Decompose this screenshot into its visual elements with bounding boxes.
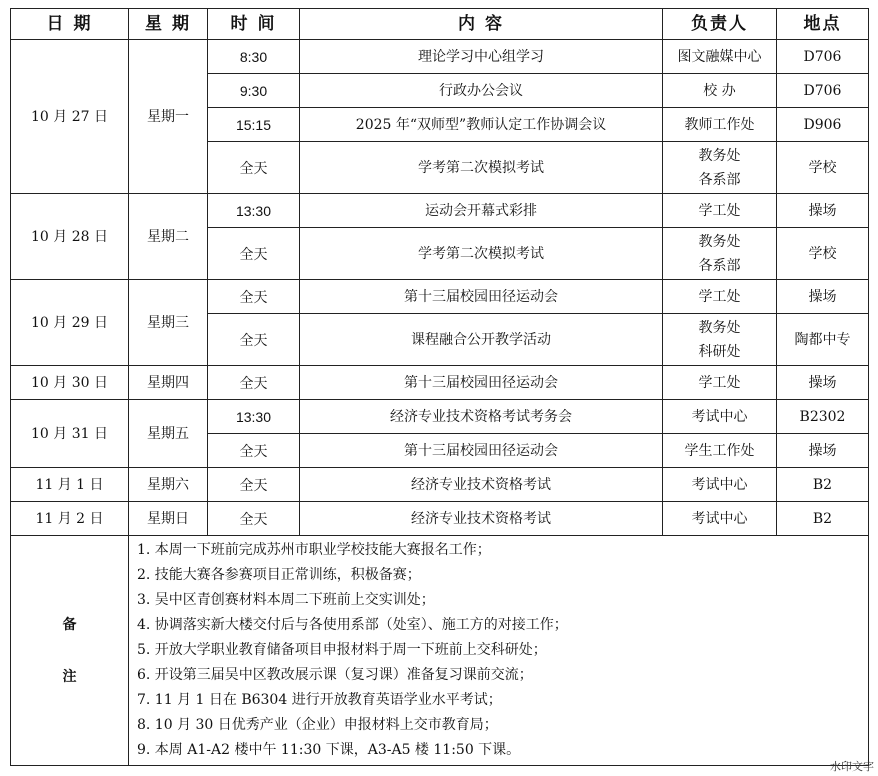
content-cell: 第十三届校园田径运动会 xyxy=(300,366,663,400)
owner-cell: 学工处 xyxy=(663,280,777,314)
weekday-cell: 星期二 xyxy=(129,194,208,280)
content-cell: 学考第二次模拟考试 xyxy=(300,228,663,280)
owner-cell: 学工处 xyxy=(663,194,777,228)
time-cell: 全天 xyxy=(208,366,300,400)
owner-cell: 考试中心 xyxy=(663,468,777,502)
watermark-text: 水印文字 xyxy=(830,760,874,773)
content-cell: 经济专业技术资格考试 xyxy=(300,502,663,536)
place-cell: 操场 xyxy=(777,194,869,228)
weekly-schedule-table xyxy=(10,8,869,766)
content-cell: 理论学习中心组学习 xyxy=(300,40,663,74)
place-cell: 陶都中专 xyxy=(777,314,869,366)
header-weekday: 星 期 xyxy=(129,9,208,40)
header-content: 内 容 xyxy=(300,9,663,40)
notes-row xyxy=(11,536,869,766)
owner-line: 各系部 xyxy=(698,257,741,274)
content-cell: 经济专业技术资格考试 xyxy=(300,468,663,502)
time-cell: 全天 xyxy=(208,468,300,502)
owner-cell xyxy=(663,314,777,366)
notes-list xyxy=(137,538,860,763)
date-cell: 10 月 30 日 xyxy=(11,366,129,400)
table-row xyxy=(11,366,869,400)
table-row xyxy=(11,194,869,228)
note-item: 1. 本周一下班前完成苏州市职业学校技能大赛报名工作； xyxy=(137,542,491,558)
owner-line: 教务处 xyxy=(698,233,741,250)
time-cell: 全天 xyxy=(208,434,300,468)
weekday-cell: 星期日 xyxy=(129,502,208,536)
time-cell: 9:30 xyxy=(208,74,300,108)
owner-cell xyxy=(663,142,777,194)
content-cell: 第十三届校园田径运动会 xyxy=(300,280,663,314)
header-time: 时 间 xyxy=(208,9,300,40)
table-row xyxy=(11,40,869,74)
time-cell: 全天 xyxy=(208,280,300,314)
content-cell: 经济专业技术资格考试考务会 xyxy=(300,400,663,434)
owner-line: 教务处 xyxy=(698,147,741,164)
place-cell: D706 xyxy=(777,74,869,108)
note-item: 8. 10 月 30 日优秀产业（企业）申报材料上交市教育局； xyxy=(137,717,498,733)
content-cell: 运动会开幕式彩排 xyxy=(300,194,663,228)
content-cell: 行政办公会议 xyxy=(300,74,663,108)
table-row xyxy=(11,280,869,314)
date-cell: 10 月 27 日 xyxy=(11,40,129,194)
place-cell: 学校 xyxy=(777,142,869,194)
time-cell: 13:30 xyxy=(208,400,300,434)
owner-cell: 教师工作处 xyxy=(663,108,777,142)
owner-line: 教务处 xyxy=(698,319,741,336)
header-owner: 负责人 xyxy=(663,9,777,40)
owner-cell: 学生工作处 xyxy=(663,434,777,468)
table-row xyxy=(11,400,869,434)
notes-label-char: 注 xyxy=(62,668,77,685)
place-cell: B2 xyxy=(777,468,869,502)
time-cell: 8:30 xyxy=(208,40,300,74)
time-cell: 15:15 xyxy=(208,108,300,142)
owner-cell: 校 办 xyxy=(663,74,777,108)
note-item: 9. 本周 A1-A2 楼中午 11:30 下课，A3-A5 楼 11:50 下课。 xyxy=(137,742,521,758)
notes-content xyxy=(129,536,869,766)
date-cell: 11 月 1 日 xyxy=(11,468,129,502)
place-cell: 操场 xyxy=(777,280,869,314)
date-cell: 10 月 28 日 xyxy=(11,194,129,280)
content-cell: 学考第二次模拟考试 xyxy=(300,142,663,194)
place-cell: 操场 xyxy=(777,366,869,400)
header-place: 地点 xyxy=(777,9,869,40)
weekday-cell: 星期四 xyxy=(129,366,208,400)
time-cell: 全天 xyxy=(208,502,300,536)
place-cell: B2302 xyxy=(777,400,869,434)
place-cell: 操场 xyxy=(777,434,869,468)
time-cell: 13:30 xyxy=(208,194,300,228)
owner-cell xyxy=(663,228,777,280)
table-row xyxy=(11,468,869,502)
content-cell: 第十三届校园田径运动会 xyxy=(300,434,663,468)
table-row xyxy=(11,502,869,536)
weekday-cell: 星期六 xyxy=(129,468,208,502)
owner-cell: 考试中心 xyxy=(663,502,777,536)
note-item: 5. 开放大学职业教育储备项目申报材料于周一下班前上交科研处； xyxy=(137,642,547,658)
note-item: 4. 协调落实新大楼交付后与各使用系部（处室）、施工方的对接工作； xyxy=(137,617,568,633)
notes-label-char: 备 xyxy=(62,616,77,633)
place-cell: D906 xyxy=(777,108,869,142)
owner-cell: 考试中心 xyxy=(663,400,777,434)
notes-label xyxy=(11,536,129,766)
time-cell: 全天 xyxy=(208,314,300,366)
owner-cell: 学工处 xyxy=(663,366,777,400)
weekday-cell: 星期五 xyxy=(129,400,208,468)
note-item: 2. 技能大赛各参赛项目正常训练，积极备赛； xyxy=(137,567,421,583)
note-item: 3. 吴中区青创赛材料本周二下班前上交实训处； xyxy=(137,592,435,608)
owner-line: 各系部 xyxy=(698,171,741,188)
weekday-cell: 星期三 xyxy=(129,280,208,366)
place-cell: D706 xyxy=(777,40,869,74)
weekday-cell: 星期一 xyxy=(129,40,208,194)
note-item: 7. 11 月 1 日在 B6304 进行开放教育英语学业水平考试； xyxy=(137,692,502,708)
place-cell: 学校 xyxy=(777,228,869,280)
content-cell: 课程融合公开教学活动 xyxy=(300,314,663,366)
time-cell: 全天 xyxy=(208,142,300,194)
date-cell: 11 月 2 日 xyxy=(11,502,129,536)
owner-line: 科研处 xyxy=(698,343,741,360)
content-cell: 2025 年“双师型”教师认定工作协调会议 xyxy=(300,108,663,142)
note-item: 6. 开设第三届吴中区教改展示课（复习课）准备复习课前交流； xyxy=(137,667,533,683)
header-date: 日 期 xyxy=(11,9,129,40)
owner-cell: 图文融媒中心 xyxy=(663,40,777,74)
date-cell: 10 月 29 日 xyxy=(11,280,129,366)
place-cell: B2 xyxy=(777,502,869,536)
date-cell: 10 月 31 日 xyxy=(11,400,129,468)
time-cell: 全天 xyxy=(208,228,300,280)
table-header-row xyxy=(11,9,869,40)
